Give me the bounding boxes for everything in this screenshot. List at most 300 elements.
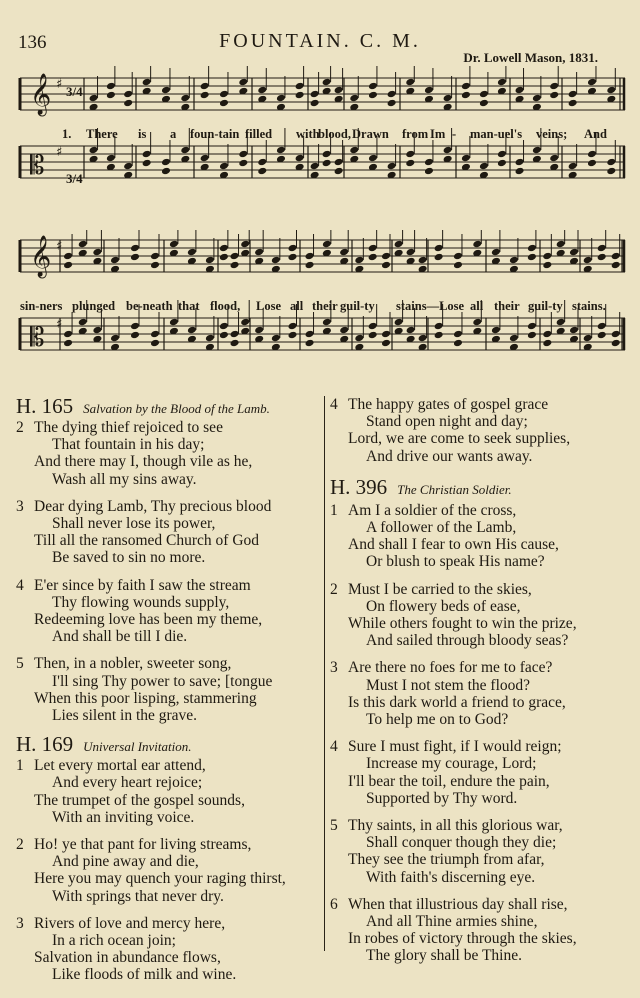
verse-text: E'er since by faith I saw the stream: [34, 576, 251, 594]
note: [479, 90, 489, 99]
time-signature: 3/4: [66, 84, 83, 99]
note: [497, 78, 507, 87]
note: [240, 318, 250, 327]
lyric-syllable: be-neath: [126, 299, 173, 313]
verse-text: I'll sing Thy power to save; [tongue: [52, 672, 273, 690]
note: [322, 240, 332, 249]
note: [515, 158, 525, 167]
verse-text: The glory shall be Thine.: [366, 947, 522, 965]
lyric-syllable: stains—Lose: [396, 299, 465, 313]
stanza-line: [330, 851, 630, 868]
lyric-syllable: with: [296, 127, 320, 141]
stanza-line: [16, 932, 324, 949]
verse-text: And shall be till I die.: [52, 628, 188, 646]
stanza-number: 1: [330, 501, 338, 519]
verse-text: Lies silent in the grave.: [52, 707, 198, 725]
note: [205, 334, 215, 343]
lyric-syllable: filled: [245, 127, 273, 141]
note: [349, 94, 359, 103]
lyric-syllable: all: [470, 299, 484, 313]
stanza-number: 4: [330, 738, 338, 756]
stanza-number: 4: [16, 576, 24, 594]
tune-title: FOUNTAIN. C. M.: [219, 30, 421, 52]
stanza-line: [330, 694, 630, 711]
note: [368, 154, 378, 163]
note: [219, 244, 229, 253]
verse-text: And pine away and die,: [52, 853, 199, 871]
note: [394, 318, 404, 327]
note: [169, 318, 179, 327]
verse-text: Wash all my sins away.: [52, 470, 197, 488]
stanza-line: [16, 515, 324, 532]
left-column: [16, 396, 324, 994]
verse-text: Here you may quench your raging thirst,: [34, 870, 286, 888]
note: [418, 334, 428, 343]
stanza-first-line: [16, 498, 324, 515]
stanza-first-line: [330, 502, 630, 519]
note: [130, 322, 140, 331]
note: [110, 334, 120, 343]
note: [549, 82, 559, 91]
note: [597, 322, 607, 331]
stanza-number: 2: [330, 580, 338, 598]
note: [310, 90, 320, 99]
note: [334, 158, 344, 167]
note: [611, 252, 621, 261]
stanza: [16, 498, 324, 567]
stanza-first-line: [330, 896, 630, 913]
note: [219, 162, 229, 171]
note: [606, 158, 616, 167]
note: [334, 86, 344, 95]
note: [187, 326, 197, 335]
lyric-syllable: that: [178, 299, 200, 313]
note: [322, 318, 332, 327]
lyric-syllable: their: [312, 299, 338, 313]
note: [497, 150, 507, 159]
lyric-syllable: 1.: [62, 127, 72, 141]
verse-text: Must I not stem the flood?: [366, 676, 531, 694]
verse-text: Or blush to speak His name?: [366, 553, 545, 571]
note: [78, 318, 88, 327]
note: [443, 94, 453, 103]
verse-text: When this poor lisping, stammering: [34, 689, 257, 707]
note: [479, 162, 489, 171]
note: [461, 82, 471, 91]
stanza-line: [330, 413, 630, 430]
verse-text: In a rich ocean join;: [52, 932, 176, 950]
svg-text:♯: ♯: [56, 145, 63, 160]
stanza-line: [16, 549, 324, 566]
note: [406, 326, 416, 335]
note: [339, 248, 349, 257]
lyrics-line-1: [62, 127, 607, 141]
note: [532, 94, 542, 103]
note: [509, 256, 519, 265]
note: [254, 326, 264, 335]
verse-text: I'll bear the toil, endure the pain,: [348, 772, 550, 790]
lyric-syllable: a: [170, 127, 177, 141]
verse-text: And all Thine armies shine,: [366, 913, 538, 931]
note: [587, 150, 597, 159]
hymn-396-text: [330, 502, 630, 965]
verse-text: Sure I must fight, if I would reign;: [348, 738, 562, 756]
hymn-title: The Christian Soldier.: [397, 481, 512, 497]
note: [110, 256, 120, 265]
note: [568, 162, 578, 171]
note: [89, 94, 99, 103]
note: [387, 162, 397, 171]
stanza-number: 3: [16, 497, 24, 515]
verse-text: They see the triumph from afar,: [348, 851, 545, 869]
stanza-number: 3: [16, 914, 24, 932]
stanza-first-line: [330, 396, 630, 413]
note: [276, 146, 286, 155]
verse-text: Then, in a nobler, sweeter song,: [34, 655, 232, 673]
stanza-line: [330, 755, 630, 772]
note: [453, 330, 463, 339]
verse-text: And sailed through bloody seas?: [366, 632, 569, 650]
stanza-line: [16, 628, 324, 645]
note: [568, 90, 578, 99]
stanza: [16, 757, 324, 826]
note: [106, 154, 116, 163]
lyric-syllable: blood,: [318, 127, 352, 141]
stanza: [330, 659, 630, 728]
note: [271, 256, 281, 265]
stanza-first-line: [16, 655, 324, 672]
note: [381, 330, 391, 339]
stanza-number: 4: [330, 396, 338, 413]
lyric-syllable: There: [86, 127, 118, 141]
hymn-number: H. 169: [16, 732, 74, 757]
verse-text: The happy gates of gospel grace: [348, 396, 549, 413]
lyric-syllable: veins;: [536, 127, 568, 141]
lyric-syllable: their: [494, 299, 520, 313]
verse-text: Salvation in abundance flows,: [34, 949, 221, 967]
note: [180, 146, 190, 155]
note: [106, 82, 116, 91]
stanza-line: [16, 949, 324, 966]
note: [205, 256, 215, 265]
verse-text: Are there no foes for me to face?: [348, 659, 553, 677]
note: [387, 90, 397, 99]
lyric-syllable: is: [138, 127, 147, 141]
verse-text: And there may I, though vile as he,: [34, 453, 253, 471]
lyric-syllable: sin-ners: [20, 299, 63, 313]
stanza: [330, 581, 630, 650]
note: [527, 244, 537, 253]
stanza-first-line: [16, 577, 324, 594]
note: [491, 248, 501, 257]
lyric-syllable: guil-ty: [340, 299, 375, 313]
lyric-syllable: plunged: [72, 299, 116, 313]
note: [271, 334, 281, 343]
music-system-1: [0, 66, 640, 201]
note: [288, 244, 298, 253]
note: [230, 330, 240, 339]
stanza-first-line: [16, 915, 324, 932]
stanza: [330, 396, 630, 465]
hymn-heading-h165: [16, 396, 324, 417]
stanza-line: [330, 536, 630, 553]
note: [78, 240, 88, 249]
stanza-first-line: [330, 581, 630, 598]
note: [200, 154, 210, 163]
note: [240, 240, 250, 249]
lyric-syllable: all: [290, 299, 304, 313]
stanza-line: [330, 598, 630, 615]
note: [405, 150, 415, 159]
verse-text: Shall conquer though they die;: [366, 834, 557, 852]
hymn-165-text: [16, 419, 324, 724]
stanza-number: 5: [330, 817, 338, 835]
note: [92, 326, 102, 335]
stanza-line: [330, 448, 630, 465]
stanza-line: [16, 809, 324, 826]
note: [549, 154, 559, 163]
stanza-first-line: [16, 757, 324, 774]
note: [187, 248, 197, 257]
note: [611, 330, 621, 339]
verse-text: The trumpet of the gospel sounds,: [34, 791, 245, 809]
stanza-line: [16, 673, 324, 690]
svg-text:𝄡: 𝄡: [30, 151, 45, 181]
note: [180, 94, 190, 103]
note: [583, 334, 593, 343]
stanza: [16, 577, 324, 646]
verse-text: Supported by Thy word.: [366, 789, 518, 807]
svg-text:𝄡: 𝄡: [30, 323, 45, 353]
note: [169, 240, 179, 249]
stanza-line: [330, 519, 630, 536]
stanza-line: [16, 966, 324, 983]
verse-text: On flowery beds of ease,: [366, 597, 521, 615]
stanza: [330, 817, 630, 886]
svg-text:♯: ♯: [56, 239, 63, 254]
note: [394, 240, 404, 249]
note: [63, 330, 73, 339]
verse-text: With springs that never dry.: [52, 887, 224, 905]
verse-text: Lord, we are come to seek supplies,: [348, 430, 571, 448]
note: [491, 326, 501, 335]
stanza-first-line: [330, 817, 630, 834]
stanza-number: 5: [16, 655, 24, 673]
stanza-line: [16, 707, 324, 724]
svg-text:♯: ♯: [56, 317, 63, 332]
treble-staff-1: [20, 66, 625, 116]
verse-text: While others fought to win the prize,: [348, 615, 577, 633]
note: [123, 162, 133, 171]
stanza-line: [16, 888, 324, 905]
note: [542, 252, 552, 261]
note: [257, 158, 267, 167]
stanza-line: [330, 930, 630, 947]
note: [354, 256, 364, 265]
note: [310, 162, 320, 171]
verse-text: Ho! ye that pant for living streams,: [34, 836, 252, 854]
note: [295, 82, 305, 91]
stanza-line: [330, 553, 630, 570]
note: [238, 78, 248, 87]
note: [142, 150, 152, 159]
hymn-number: H. 165: [16, 394, 74, 418]
right-column: [330, 396, 630, 975]
stanza-line: [330, 615, 630, 632]
note: [63, 252, 73, 261]
note: [368, 244, 378, 253]
verse-text: With an inviting voice.: [52, 808, 195, 826]
stanza-line: [330, 632, 630, 649]
note: [527, 322, 537, 331]
page-number: 136: [18, 32, 47, 53]
verse-text: Rivers of love and mercy here,: [34, 914, 226, 932]
verse-text: A follower of the Lamb,: [366, 519, 517, 537]
hymn-title: Universal Invitation.: [83, 739, 192, 755]
note: [142, 78, 152, 87]
note: [472, 240, 482, 249]
note: [556, 240, 566, 249]
note: [606, 86, 616, 95]
note: [219, 90, 229, 99]
note: [354, 334, 364, 343]
stanza-number: 2: [16, 419, 24, 436]
stanza: [330, 896, 630, 965]
note: [406, 248, 416, 257]
note: [257, 86, 267, 95]
verse-text: To help me on to God?: [366, 711, 509, 729]
stanza: [330, 738, 630, 807]
verse-text: Stand open night and day;: [366, 413, 528, 431]
lyric-syllable: Drawn: [352, 127, 389, 141]
stanza-line: [330, 430, 630, 447]
note: [295, 154, 305, 163]
stanza-number: 1: [16, 757, 24, 775]
hymn-heading-h396: [330, 474, 630, 499]
music-system-2: [0, 230, 640, 380]
note: [200, 82, 210, 91]
verse-text: And every heart rejoice;: [52, 774, 203, 792]
note: [276, 94, 286, 103]
note: [515, 86, 525, 95]
note: [89, 146, 99, 155]
stanza-line: [330, 711, 630, 728]
stanza-line: [16, 594, 324, 611]
stanza-line: [16, 453, 324, 470]
svg-text:♯: ♯: [56, 77, 63, 92]
stanza-line: [330, 913, 630, 930]
svg-text:𝄞: 𝄞: [30, 74, 52, 115]
verse-text: Till all the ransomed Church of God: [34, 532, 260, 550]
verse-text: Thy flowing wounds supply,: [52, 593, 230, 611]
note: [368, 82, 378, 91]
lyric-syllable: from: [402, 127, 429, 141]
note: [92, 248, 102, 257]
note: [405, 78, 415, 87]
note: [305, 252, 315, 261]
verse-text: Thy saints, in all this glorious war,: [348, 817, 563, 835]
note: [219, 322, 229, 331]
verse-text: When that illustrious day shall rise,: [348, 895, 568, 913]
stanza: [16, 419, 324, 488]
stanza-first-line: [330, 738, 630, 755]
note: [434, 322, 444, 331]
note: [349, 146, 359, 155]
stanza-line: [330, 677, 630, 694]
note: [254, 248, 264, 257]
verse-text: Like floods of milk and wine.: [52, 966, 237, 984]
verse-text: The dying thief rejoiced to see: [34, 419, 223, 436]
lyric-syllable: And: [584, 127, 607, 141]
svg-text:𝄞: 𝄞: [30, 236, 52, 277]
stanza-line: [16, 690, 324, 707]
note: [150, 330, 160, 339]
note: [322, 150, 332, 159]
verse-text: Let every mortal ear attend,: [34, 757, 206, 775]
stanza-line: [16, 870, 324, 887]
note: [339, 326, 349, 335]
note: [542, 330, 552, 339]
lyric-syllable: -: [452, 127, 457, 141]
lyric-syllable: Im: [430, 127, 446, 141]
note: [532, 146, 542, 155]
verse-text: And drive our wants away.: [366, 447, 533, 465]
stanza: [330, 502, 630, 571]
time-signature: 3/4: [66, 171, 83, 186]
note: [381, 252, 391, 261]
note: [230, 252, 240, 261]
verse-text: That fountain in his day;: [52, 436, 205, 454]
verse-text: Is this dark world a friend to grace,: [348, 693, 566, 711]
lyric-syllable: stains.: [572, 299, 606, 313]
stanza-first-line: [16, 836, 324, 853]
note: [461, 154, 471, 163]
stanza-first-line: [16, 419, 324, 436]
stanza-number: 6: [330, 895, 338, 913]
note: [587, 78, 597, 87]
note: [472, 318, 482, 327]
lyric-syllable: foun-tain: [190, 127, 240, 141]
stanza-line: [16, 853, 324, 870]
note: [453, 252, 463, 261]
verse-text: Am I a soldier of the cross,: [348, 501, 517, 519]
verse-text: In robes of victory through the skies,: [348, 930, 577, 948]
note: [509, 334, 519, 343]
note: [424, 86, 434, 95]
note: [443, 146, 453, 155]
verse-text: With faith's discerning eye.: [366, 868, 536, 886]
verse-text: Increase my courage, Lord;: [366, 755, 537, 773]
note: [434, 244, 444, 253]
lyric-syllable: flood,: [210, 299, 241, 313]
stanza-line: [16, 792, 324, 809]
lyric-syllable: guil-ty: [528, 299, 563, 313]
stanza-line: [330, 869, 630, 886]
note: [161, 86, 171, 95]
stanza-first-line: [330, 659, 630, 676]
hymn-title: Salvation by the Blood of the Lamb.: [83, 401, 270, 416]
hymn-169-text: [16, 757, 324, 983]
note: [418, 256, 428, 265]
note: [424, 158, 434, 167]
stanza-line: [330, 947, 630, 964]
stanza-line: [16, 471, 324, 488]
verse-text: Redeeming love has been my theme,: [34, 611, 263, 629]
stanza-line: [330, 790, 630, 807]
hymn-number: H. 396: [330, 474, 388, 499]
stanza: [16, 655, 324, 724]
note: [368, 322, 378, 331]
